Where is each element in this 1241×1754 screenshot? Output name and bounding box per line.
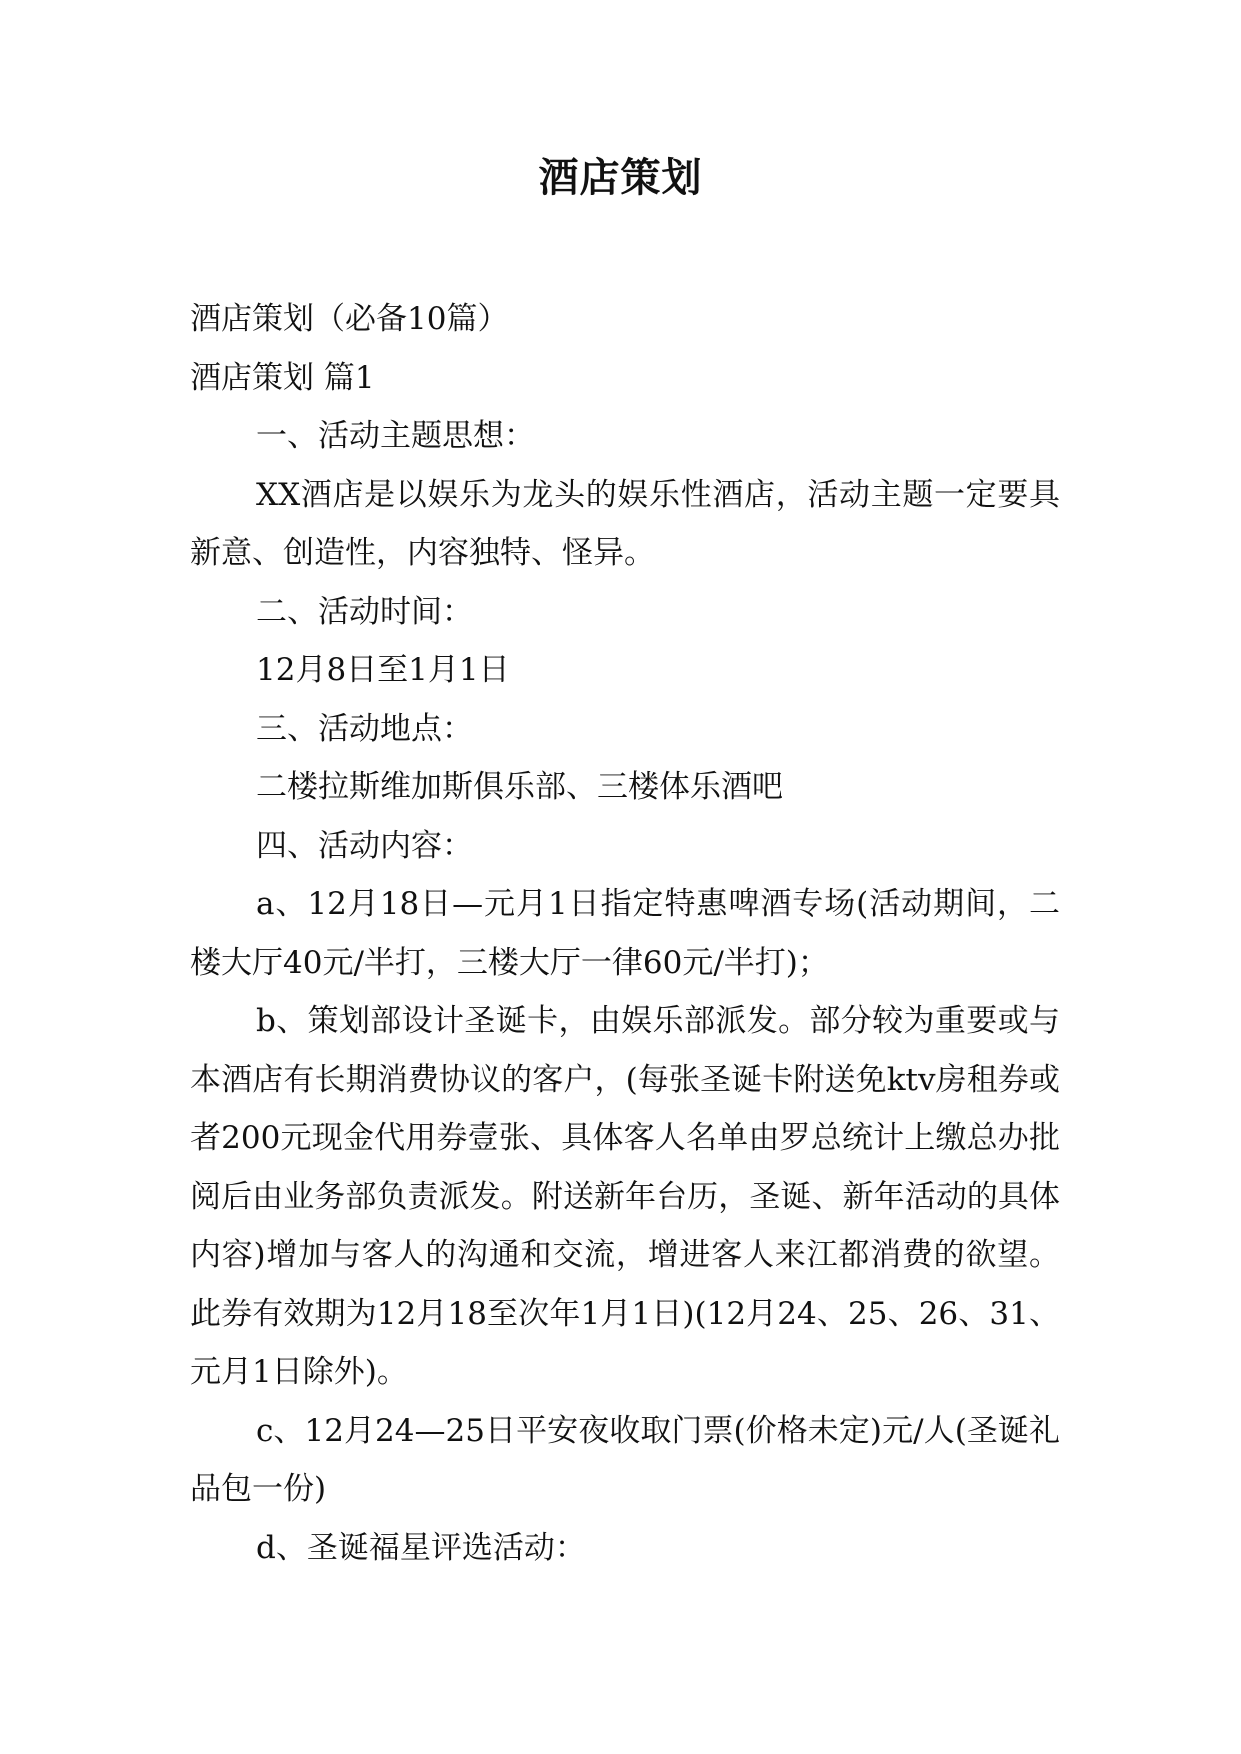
paragraph-item-b: b、策划部设计圣诞卡，由娱乐部派发。部分较为重要或与本酒店有长期消费协议的客户，(每张圣诞卡附送免ktv房租券或者200元现金代用券壹张、具体客人名单由罗总统计上缴总办批阅后由业务部负责派发。附送新年台历，圣诞、新年活动的具体内容)增加与客人的沟通和交流，增进客人来江都消费的欲望。此券有效期为12月18至次年1月1日)(12月24、25、26、31、元月1日除外)。 (190, 1003, 1060, 1390)
document-body (190, 290, 1060, 1577)
paragraph-time: 12月8日至1月1日 (256, 652, 510, 688)
document-title: 酒店策划 (538, 154, 703, 201)
paragraph-item-d: d、圣诞福星评选活动： (256, 1529, 586, 1566)
paragraph-theme: XX酒店是以娱乐为龙头的娱乐性酒店，活动主题一定要具新意、创造性，内容独特、怪异。 (190, 476, 1060, 571)
heading-time: 二、活动时间： (256, 593, 473, 630)
heading-location: 三、活动地点： (256, 710, 473, 747)
section-heading: 酒店策划 篇1 (190, 359, 375, 396)
paragraph-item-a: a、12月18日—元月1日指定特惠啤酒专场(活动期间，二楼大厅40元/半打，三楼大厅一律60元/半打)； (190, 886, 1060, 981)
paragraph-item-c: c、12月24—25日平安夜收取门票(价格未定)元/人(圣诞礼品包一份) (190, 1412, 1060, 1507)
heading-content: 四、活动内容： (256, 827, 473, 864)
document-subtitle: 酒店策划（必备10篇） (190, 301, 509, 337)
heading-theme: 一、活动主题思想： (256, 418, 535, 454)
paragraph-location: 二楼拉斯维加斯俱乐部、三楼体乐酒吧 (256, 769, 783, 805)
